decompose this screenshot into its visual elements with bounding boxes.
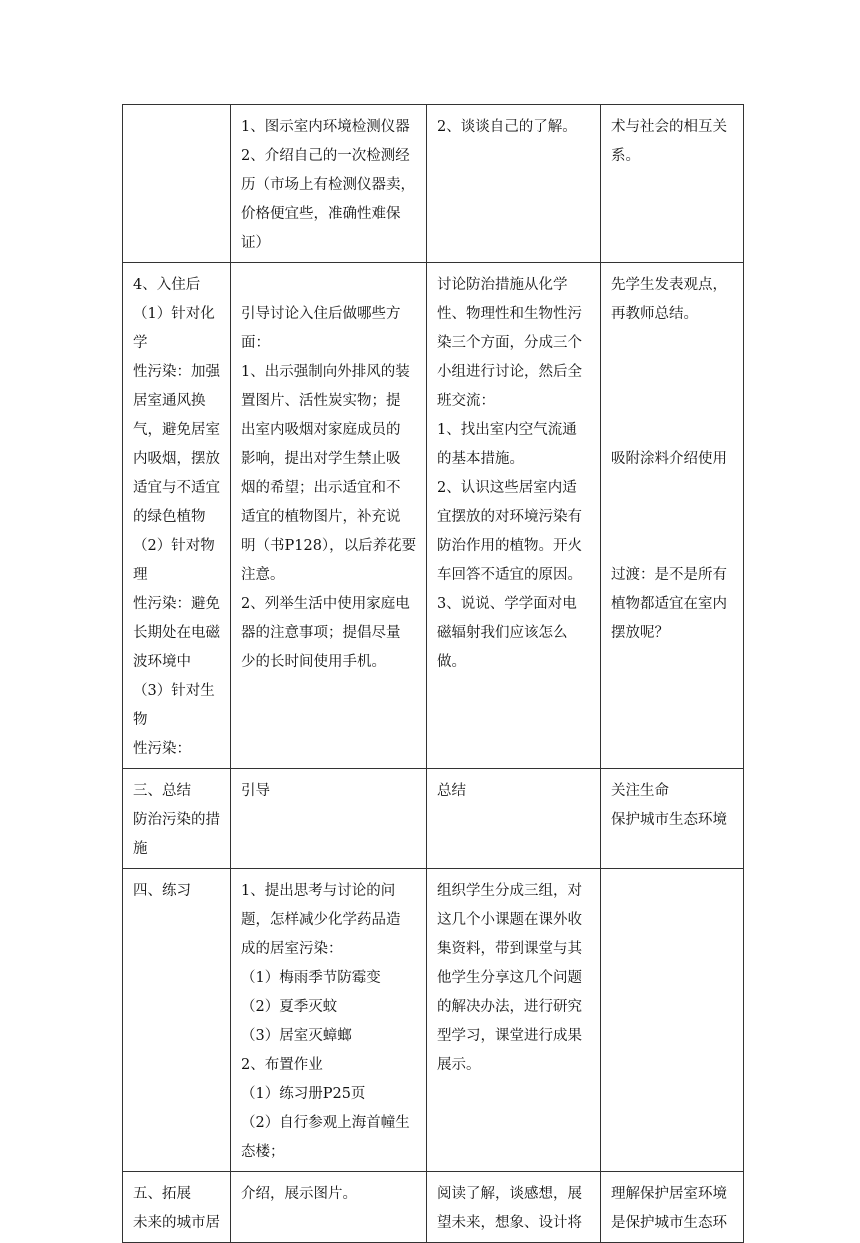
cell-text-line: 型学习，课堂进行成果 [437, 1028, 582, 1044]
cell-text-line: 1、图示室内环境检测仪器 [241, 119, 410, 135]
cell-text-line: 术与社会的相互关 [611, 119, 727, 135]
cell-text-line: 是保护城市生态环 [611, 1215, 727, 1231]
cell-text-line: 气，避免居室 [133, 422, 220, 438]
cell-text-line: 成的居室污染： [241, 941, 343, 957]
cell-text-line: 防治作用的植物。开火 [437, 538, 582, 554]
cell-text-line: 适宜与不适宜 [133, 480, 220, 496]
cell-text-line: 出室内吸烟对家庭成员的 [241, 422, 401, 438]
table-cell [427, 869, 601, 1172]
cell-text-line: 性污染： [133, 741, 191, 757]
cell-text-line: 摆放呢？ [611, 625, 669, 641]
cell-text-line: 再教师总结。 [611, 306, 698, 322]
cell-text-line: 过渡：是不是所有 [611, 567, 727, 583]
cell-text-line: 明（书P128），以后养花要 [241, 538, 417, 554]
cell-text-line: 班交流： [437, 393, 495, 409]
table-row [123, 263, 744, 769]
table-cell [601, 105, 744, 263]
table-cell [231, 869, 427, 1172]
cell-text-line: 防治污染的措 [133, 812, 220, 828]
table-cell [427, 1172, 601, 1243]
cell-text-line: 长期处在电磁 [133, 625, 220, 641]
cell-text-line: 少的长时间使用手机。 [241, 654, 386, 670]
blank-line [611, 416, 737, 445]
table-cell [427, 263, 601, 769]
cell-text-line: 集资料，带到课堂与其 [437, 941, 582, 957]
cell-text-line: 3、说说、学学面对电 [437, 596, 577, 612]
cell-text-line: 组织学生分成三组，对 [437, 883, 582, 899]
cell-text-line: 引导 [241, 783, 270, 799]
cell-text-line: 适宜的植物图片，补充说 [241, 509, 401, 525]
cell-text-line: （1）针对化学 [133, 306, 215, 351]
cell-text-line: 器的注意事项；提倡尽量 [241, 625, 401, 641]
blank-line [611, 503, 737, 532]
table-cell [427, 769, 601, 869]
blank-line [611, 329, 737, 358]
cell-text-line: 这几个小课题在课外收 [437, 912, 582, 928]
cell-text-line: 施 [133, 841, 148, 857]
cell-text-line: 关注生命 [611, 783, 669, 799]
cell-text-line: 他学生分享这几个问题 [437, 970, 582, 986]
lesson-plan-table [122, 104, 744, 1243]
table-cell [123, 263, 231, 769]
cell-text-line: 4、入住后 [133, 277, 201, 293]
cell-text-line: 1、找出室内空气流通 [437, 422, 577, 438]
cell-text-line: 未来的城市居 [133, 1215, 220, 1231]
cell-text-line: 性污染：避免 [133, 596, 220, 612]
blank-line [611, 532, 737, 561]
blank-line [241, 271, 420, 300]
cell-text-line: 植物都适宜在室内 [611, 596, 727, 612]
table-cell [231, 1172, 427, 1243]
cell-text-line: 小组进行讨论，然后全 [437, 364, 582, 380]
cell-text-line: 2、列举生活中使用家庭电 [241, 596, 410, 612]
table-cell [123, 769, 231, 869]
cell-text-line: 历（市场上有检测仪器卖， [241, 177, 415, 193]
cell-text-line: 磁辐射我们应该怎么 [437, 625, 568, 641]
table-cell [427, 105, 601, 263]
cell-text-line: 烟的希望；出示适宜和不 [241, 480, 401, 496]
table-row [123, 1172, 744, 1243]
cell-text-line: 三、总结 [133, 783, 191, 799]
table-cell [601, 769, 744, 869]
cell-text-line: 五、拓展 [133, 1186, 191, 1202]
blank-line [611, 358, 737, 387]
cell-text-line: 四、练习 [133, 883, 191, 899]
table-cell [601, 263, 744, 769]
table-cell [601, 869, 744, 1172]
table-cell [123, 1172, 231, 1243]
cell-text-line: 2、认识这些居室内适 [437, 480, 577, 496]
cell-text-line: 面： [241, 335, 270, 351]
cell-text-line: 先学生发表观点， [611, 277, 727, 293]
cell-text-line: 理解保护居室环境 [611, 1186, 727, 1202]
cell-text-line: 1、提出思考与讨论的问 [241, 883, 396, 899]
cell-text-line: 2、谈谈自己的了解。 [437, 119, 577, 135]
cell-text-line: 居室通风换 [133, 393, 206, 409]
table-cell [123, 105, 231, 263]
cell-text-line: （1）梅雨季节防霉变 [241, 970, 381, 986]
cell-text-line: （2）自行参观上海首幢生 [241, 1115, 410, 1131]
cell-text-line: 性、物理性和生物性污 [437, 306, 582, 322]
cell-text-line: 吸附涂料介绍使用 [611, 451, 727, 467]
cell-text-line: 的基本措施。 [437, 451, 524, 467]
table-cell [231, 105, 427, 263]
blank-line [611, 387, 737, 416]
cell-text-line: 染三个方面，分成三个 [437, 335, 582, 351]
cell-text-line: 讨论防治措施从化学 [437, 277, 568, 293]
cell-text-line: 注意。 [241, 567, 285, 583]
table-cell [123, 869, 231, 1172]
table-row [123, 769, 744, 869]
cell-text-line: 性污染：加强 [133, 364, 220, 380]
cell-text-line: 宜摆放的对环境污染有 [437, 509, 582, 525]
cell-text-line: （3）针对生物 [133, 683, 215, 728]
cell-text-line: 介绍，展示图片。 [241, 1186, 357, 1202]
table-row [123, 105, 744, 263]
cell-text-line: （3）居室灭蟑螂 [241, 1028, 352, 1044]
cell-text-line: 1、出示强制向外排风的装 [241, 364, 410, 380]
cell-text-line: （1）练习册P25页 [241, 1086, 366, 1102]
cell-text-line: 展示。 [437, 1057, 481, 1073]
cell-text-line: 价格便宜些，准确性难保 [241, 206, 401, 222]
table-cell [601, 1172, 744, 1243]
cell-text-line: 内吸烟，摆放 [133, 451, 220, 467]
cell-text-line: 保护城市生态环境 [611, 812, 727, 828]
blank-line [611, 474, 737, 503]
cell-text-line: 2、布置作业 [241, 1057, 323, 1073]
cell-text-line: （2）夏季灭蚊 [241, 999, 338, 1015]
table-cell [231, 263, 427, 769]
cell-text-line: 做。 [437, 654, 466, 670]
cell-text-line: 望未来，想象、设计将 [437, 1215, 582, 1231]
cell-text-line: 波环境中 [133, 654, 191, 670]
cell-text-line: 的解决办法，进行研究 [437, 999, 582, 1015]
cell-text-line: 2、介绍自己的一次检测经 [241, 148, 410, 164]
cell-text-line: 置图片、活性炭实物；提 [241, 393, 401, 409]
cell-text-line: 证） [241, 235, 270, 251]
cell-text-line: 系。 [611, 148, 640, 164]
table-cell [231, 769, 427, 869]
table-row [123, 869, 744, 1172]
cell-text-line: 车回答不适宜的原因。 [437, 567, 582, 583]
cell-text-line: 态楼； [241, 1144, 285, 1160]
cell-text-line: 影响，提出对学生禁止吸 [241, 451, 401, 467]
cell-text-line: 总结 [437, 783, 466, 799]
cell-text-line: 的绿色植物 [133, 509, 206, 525]
cell-text-line: 引导讨论入住后做哪些方 [241, 306, 401, 322]
cell-text-line: 阅读了解，谈感想，展 [437, 1186, 582, 1202]
cell-text-line: （2）针对物理 [133, 538, 215, 583]
cell-text-line: 题，怎样减少化学药品造 [241, 912, 401, 928]
